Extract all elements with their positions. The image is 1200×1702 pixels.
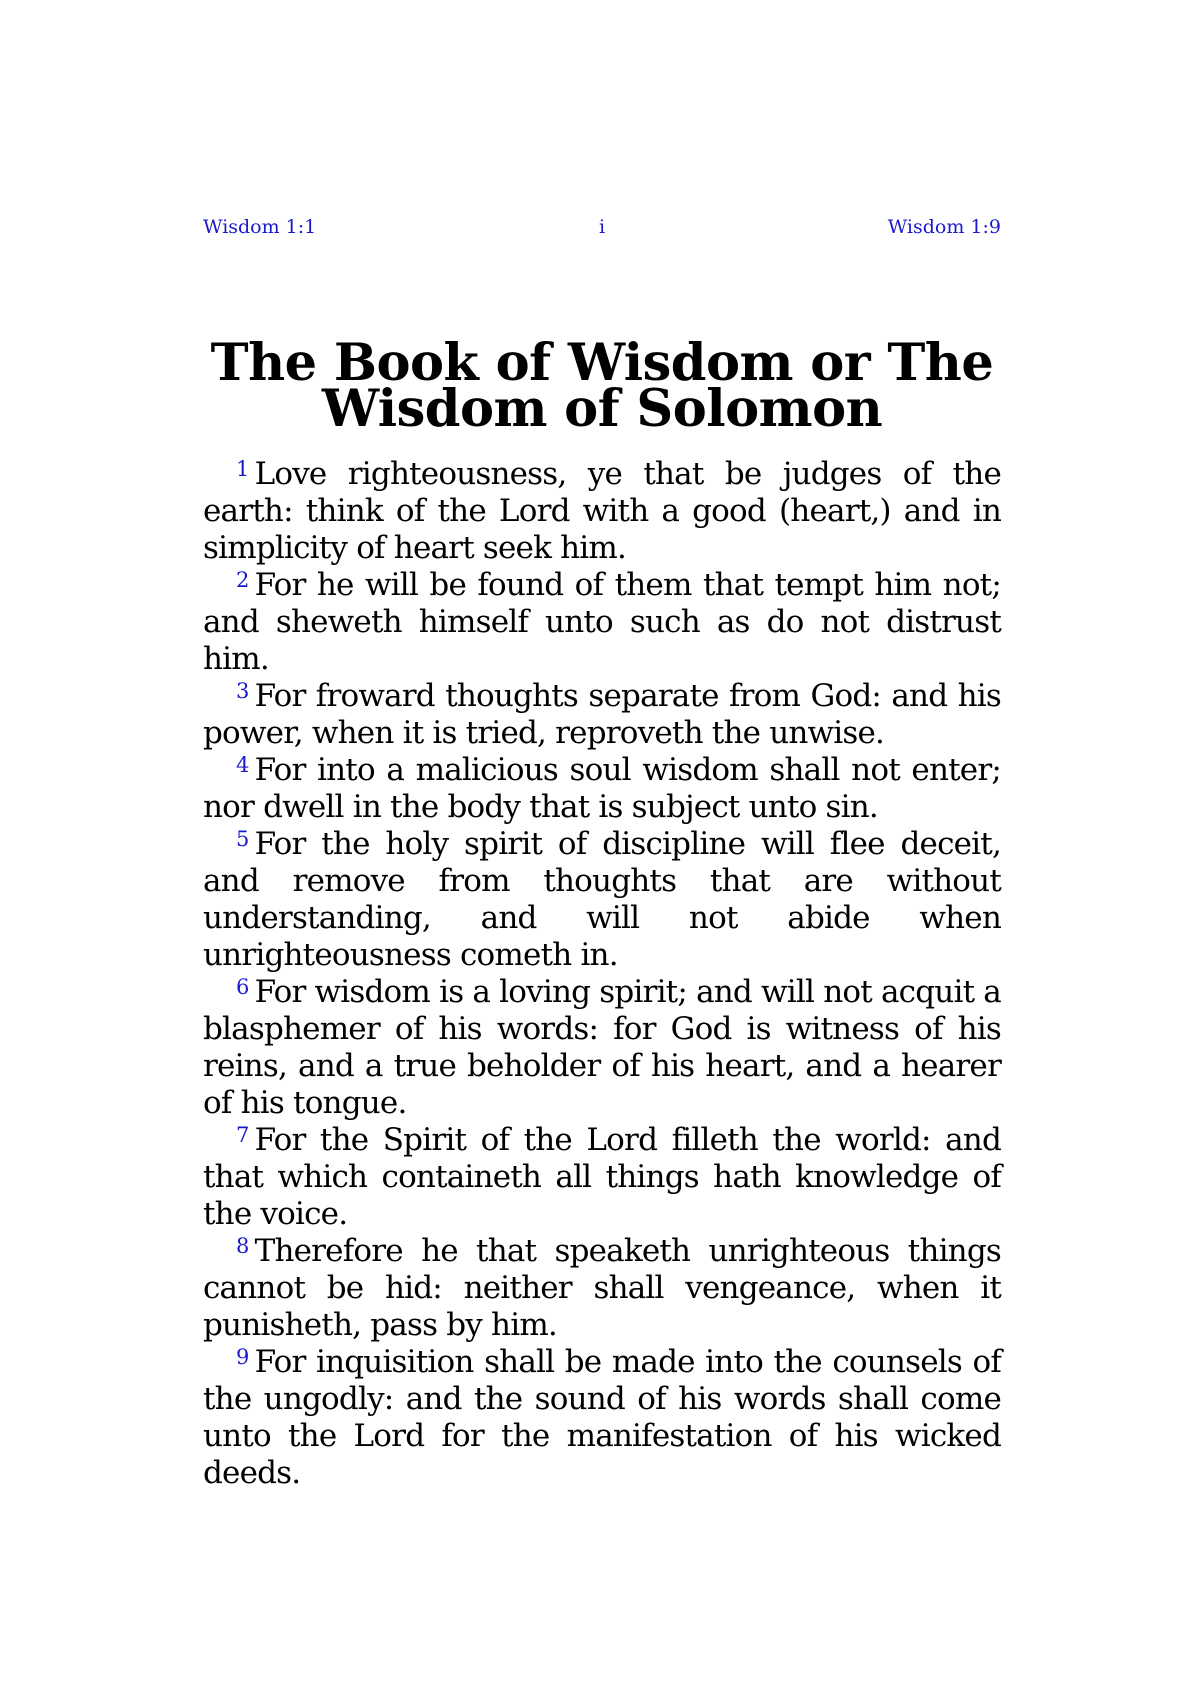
verse-number: 9 (236, 1345, 249, 1369)
verse-number: 7 (236, 1123, 249, 1147)
verse-6 (203, 974, 1001, 1122)
verse-9 (203, 1344, 1001, 1492)
verse-2 (203, 567, 1001, 678)
book-title: The Book of Wisdom or The Wisdom of Solomon (210, 333, 994, 439)
verse-text: Therefore he that speaketh unrighteous things cannot be hid: neither shall vengeance, when it punisheth, pass by him. (203, 1233, 1001, 1343)
verse-number: 8 (236, 1234, 249, 1258)
verse-text: For into a malicious soul wisdom shall not enter; nor dwell in the body that is subject unto sin. (203, 752, 1001, 825)
verse-number: 4 (236, 753, 249, 777)
header-end-reference: Wisdom 1:9 (887, 216, 1001, 238)
verse-text: For inquisition shall be made into the counsels of the ungodly: and the sound of his words shall come unto the Lord for the manifestation of his wicked deeds. (203, 1344, 1001, 1491)
verse-number: 1 (236, 457, 249, 481)
verse-4 (203, 752, 1001, 826)
verse-number: 2 (236, 568, 249, 592)
verse-text: For wisdom is a loving spirit; and will not acquit a blasphemer of his words: for God is witness of his reins, and a true beholder of his heart, and a hearer of his tongue. (203, 974, 1001, 1121)
page-number: i (598, 216, 606, 238)
verse-text: For the Spirit of the Lord filleth the world: and that which containeth all things hath knowledge of the voice. (203, 1122, 1001, 1232)
verse-5 (203, 826, 1001, 974)
verse-number: 5 (236, 827, 249, 851)
verse-text: For froward thoughts separate from God: and his power, when it is tried, reproveth the unwise. (203, 678, 1001, 751)
verse-list (203, 456, 1001, 1492)
header-start-reference: Wisdom 1:1 (203, 216, 317, 238)
verse-7 (203, 1122, 1001, 1233)
verse-8 (203, 1233, 1001, 1344)
verse-3 (203, 678, 1001, 752)
verse-text: For he will be found of them that tempt him not; and sheweth himself unto such as do not distrust him. (203, 567, 1001, 677)
verse-text: For the holy spirit of discipline will flee deceit, and remove from thoughts that are without understanding, and will not abide when unrighteousness cometh in. (203, 826, 1001, 973)
running-header (203, 216, 1001, 246)
verse-number: 3 (236, 679, 249, 703)
verse-number: 6 (236, 975, 249, 999)
verse-text: Love righteousness, ye that be judges of the earth: think of the Lord with a good (heart,) and in simplicity of heart seek him. (203, 456, 1001, 566)
verse-1 (203, 456, 1001, 567)
